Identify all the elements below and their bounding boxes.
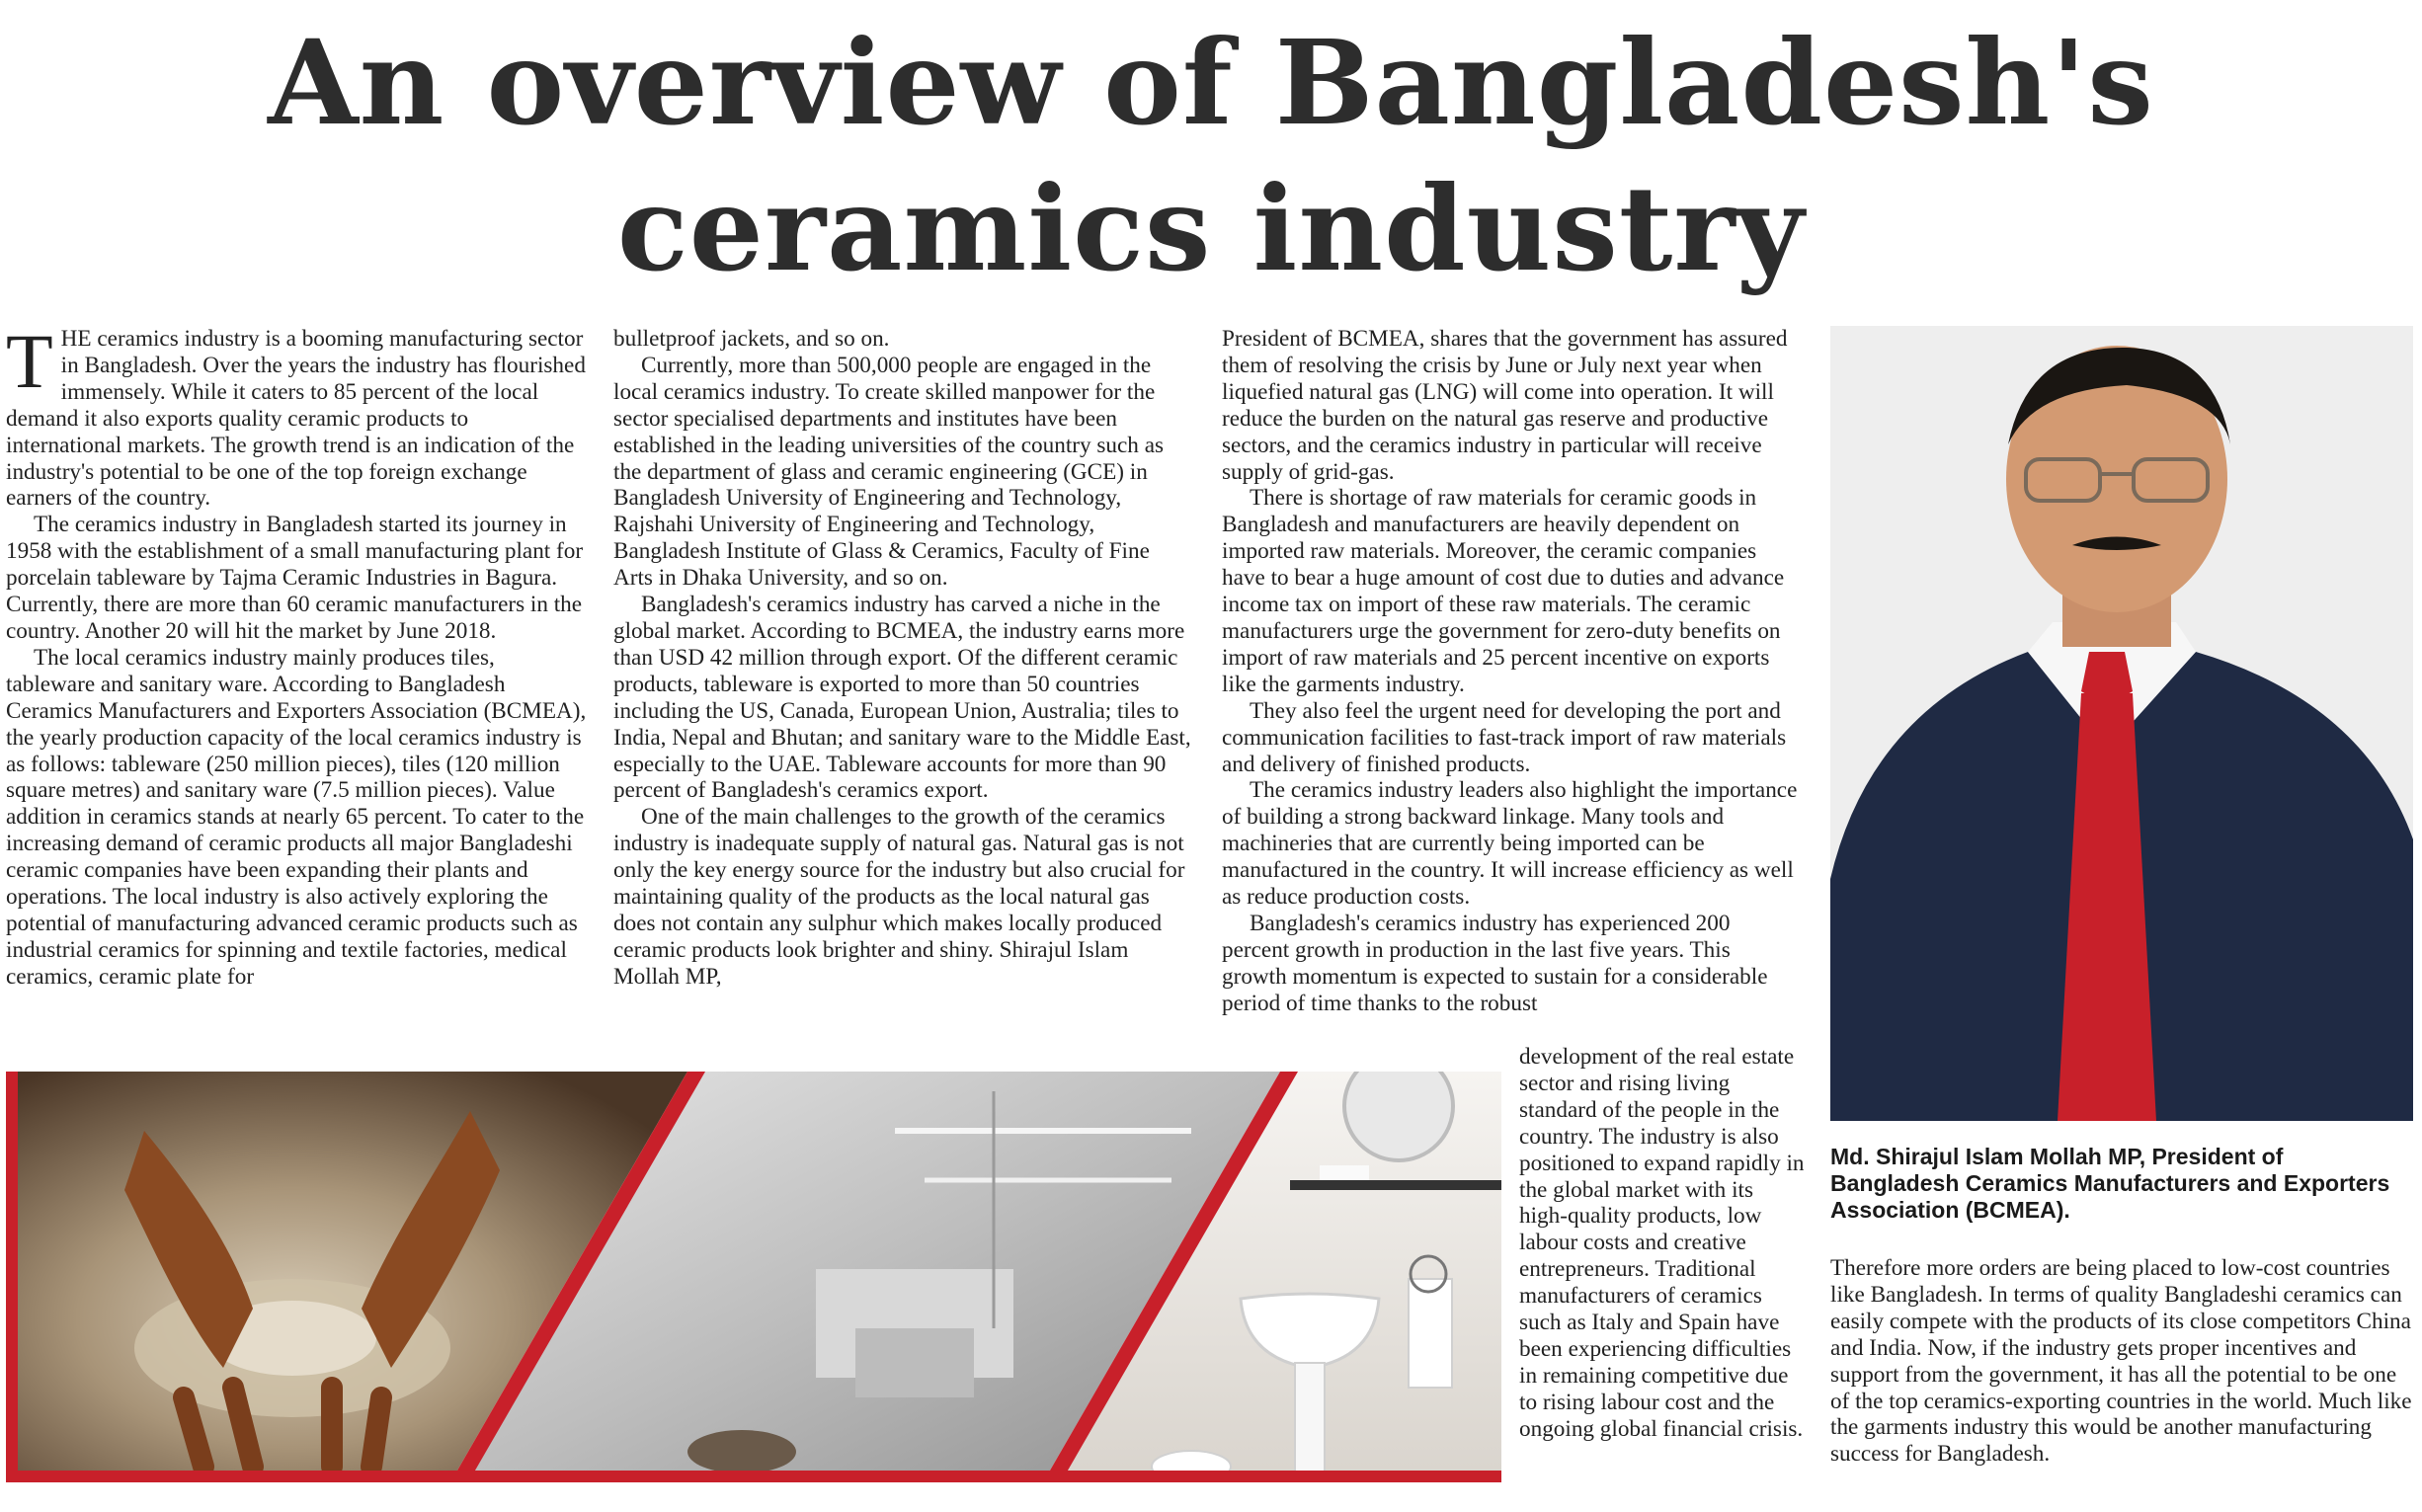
paragraph: Currently, more than 500,000 people are engaged in the local ceramics industry. To create skilled manpower for the sector specialised departments and institutes have been established in the leading universities of the country such as the department of glass and ceramic engineering (GCE) in Bangladesh University of Engineering and Technology, Rajshahi University of Engineering and Technology, Bangladesh Institute of Glass & Ceramics, Faculty of Fine Arts in Dhaka University, and so on. xyxy=(613,352,1165,592)
headline-line-1: An overview of Bangladesh's xyxy=(268,14,2154,151)
paragraph: There is shortage of raw materials for ceramic goods in Bangladesh and manufacturers are heavily dependent on imported raw materials. Moreover, the ceramic companies have to bear a huge amount of cost due to duties and advance income tax on import of these raw materials. The ceramic manufacturers urge the government for zero-duty benefits on import of raw materials and 25 percent incentive on exports like the garments industry. xyxy=(1222,485,1785,697)
article-column-4 xyxy=(1830,1255,2413,1468)
paragraph: bulletproof jackets, and so on. xyxy=(613,326,890,352)
paragraph: THE ceramics industry is a booming manufacturing sector in Bangladesh. Over the years the industry has flourished immensely. While it caters to 85 percent of the local demand it also exports quality ceramic products to international markets. The growth trend is an indication of the industry's potential to be one of the top foreign exchange earners of the country. xyxy=(6,318,586,512)
paragraph: Therefore more orders are being placed to low-cost countries like Bangladesh. In terms of quality Bangladeshi ceramics can easily compete with the products of its close competitors China and India. Now, if the industry gets proper incentives and support from the government, it has all the potential to be one of the top ceramics-exporting countries in the world. Much like the garments industry this would be another manufacturing success for Bangladesh. xyxy=(1830,1255,2412,1468)
article-column-2 xyxy=(613,326,1191,991)
article-column-3-continued xyxy=(1519,1044,1806,1443)
headline-line-2: ceramics industry xyxy=(616,160,1806,297)
paragraph: Bangladesh's ceramics industry has experienced 200 percent growth in production in the last five years. This growth momentum is expected to sustain for a considerable period of time thanks to the robust xyxy=(1222,910,1768,1016)
portrait-illustration xyxy=(1830,326,2413,1121)
paragraph: President of BCMEA, shares that the government has assured them of resolving the crisis by June or July next year when liquefied natural gas (LNG) will come into operation. It will reduce the burden on the natural gas reserve and productive sectors, and the ceramics industry in particular will receive supply of grid-gas. xyxy=(1222,326,1788,485)
portrait-photo xyxy=(1830,326,2413,1121)
article-column-3 xyxy=(1222,326,1798,1017)
ceramics-banner-illustration xyxy=(6,1072,1501,1482)
paragraph: development of the real estate sector and rising living standard of the people in the country. The industry is also positioned to expand rapidly in the global market with its high-quality products, low labour costs and creative entrepreneurs. Traditional manufacturers of ceramics such as Italy and Spain have been experiencing difficulties in remaining competitive due to rising labour cost and the ongoing global financial crisis. xyxy=(1519,1044,1805,1442)
photo-caption: Md. Shirajul Islam Mollah MP, President of Bangladesh Ceramics Manufacturers and Exporters Association (BCMEA). xyxy=(1830,1144,2390,1223)
drop-cap: T xyxy=(6,318,53,404)
paragraph: The ceramics industry leaders also highlight the importance of building a strong backward linkage. Many tools and machineries that are currently being imported can be manufactured in the country. It will increase efficiency as well as reduce production costs. xyxy=(1222,777,1798,911)
ceramics-banner-image xyxy=(6,1072,1501,1482)
paragraph: They also feel the urgent need for developing the port and communication facilities to fast-track import of raw materials and delivery of finished products. xyxy=(1222,697,1787,777)
paragraph: One of the main challenges to the growth of the ceramics industry is inadequate supply of natural gas. Natural gas is not only the key energy source for the industry but also crucial for maintaining quality of the products as the local natural gas does not contain any sulphur which makes locally produced ceramic products look brighter and shiny. Shirajul Islam Mollah MP, xyxy=(613,804,1185,990)
paragraph: Bangladesh's ceramics industry has carved a niche in the global market. According to BCMEA, the industry earns more than USD 42 million through export. Of the different ceramic products, tableware is exported to more than 50 countries including the US, Canada, European Union, Australia; tiles to India, Nepal and Bhutan; and sanitary ware to the Middle East, especially to the UAE. Tableware accounts for more than 90 percent of Bangladesh's ceramics export. xyxy=(613,592,1191,804)
article-column-1 xyxy=(6,318,587,991)
article-headline xyxy=(0,10,2422,302)
paragraph: The ceramics industry in Bangladesh started its journey in 1958 with the establishment of a small manufacturing plant for porcelain tableware by Tajma Ceramic Industries in Bagura. Currently, there are more than 60 ceramic manufacturers in the country. Another 20 will hit the market by June 2018. xyxy=(6,512,584,644)
paragraph: The local ceramics industry mainly produces tiles, tableware and sanitary ware. According to Bangladesh Ceramics Manufacturers and Exporters Association (BCMEA), the yearly production capacity of the local ceramics industry is as follows: tableware (250 million pieces), tiles (120 million square metres) and sanitary ware (7.5 million pieces). Value addition in ceramics stands at nearly 65 percent. To cater to the increasing demand of ceramic products all major Bangladeshi ceramic companies have been expanding their plants and operations. The local industry is also actively exploring the potential of manufacturing advanced ceramic products such as industrial ceramics for spinning and textile factories, medical ceramics, ceramic plate for xyxy=(6,644,587,990)
